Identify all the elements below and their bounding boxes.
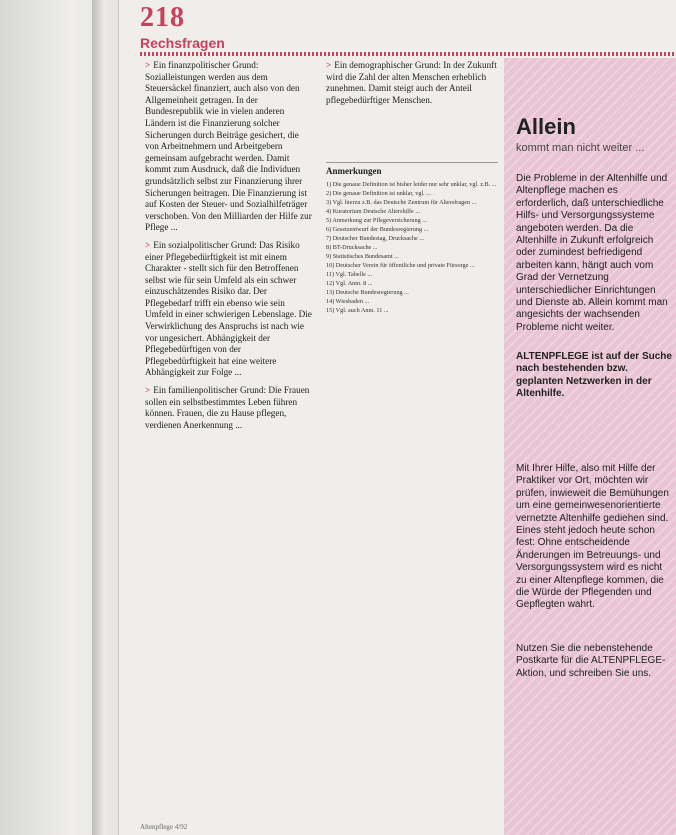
reference-item: 15) Vgl. auch Anm. 11 ... bbox=[326, 306, 389, 314]
section-title: Rechsfragen bbox=[140, 35, 225, 51]
arrow-bullet-icon: > bbox=[326, 60, 332, 70]
paragraph: > Ein sozialpolitischer Grund: Das Risiko einer Pflegebedürftigkeit ist mit einem Charakter - stellt sich für den Betroffenen selbst wie für sein Umfeld als ein schwer einzuschätzendes Risiko dar. Der Pflegebedarf trifft ein ebenso wie sein Umfeld in einer schwierigen Lebenslage. Die Verwirklichung des Anspruchs ist nach wie vor ungesichert. Abhängigkeit der Pflegebedürftigen von der Pflegebedürftigkeit hat eine weitere Abhängigkeit zur Folge ... bbox=[145, 239, 312, 378]
reference-item: 14) Wiesbaden ... bbox=[326, 297, 370, 305]
reference-item: 2) Die genaue Definition ist unklar, vgl. ... bbox=[326, 189, 431, 197]
arrow-bullet-icon: > bbox=[145, 385, 151, 396]
page-number: 218 bbox=[140, 2, 185, 33]
reference-item: 13) Deutsche Bundesregierung ... bbox=[326, 288, 409, 296]
arrow-bullet-icon: > bbox=[145, 239, 151, 250]
column-right bbox=[326, 60, 498, 316]
reference-item: 12) Vgl. Anm. 8 ... bbox=[326, 279, 373, 287]
reference-item: 8) BT-Drucksache ... bbox=[326, 243, 378, 251]
sidebar-box bbox=[504, 58, 676, 835]
paragraph: > Ein finanzpolitischer Grund: Sozialleistungen werden aus dem Steuersäckel finanziert, auch also von den Allgemeinheit getragen. In der Bundesrepublik wie in vielen anderen Ländern ist die Finanzierung solcher Sicherungen durch Beiträge gesichert, die von Arbeitnehmern und Arbeitgebern gemeinsam aufgebracht werden. Damit kommt zum Ausdruck, daß die Individuen grundsätzlich selbst zur Finanzierung ihrer Sicherungen beitragen. Die Finanzierung ist auf Kosten der Steuer- und Sozialhilfeträger verschoben. Von den Milliarden der Hilfe zur Pflege ... bbox=[145, 60, 312, 233]
paragraph: > Ein demographischer Grund: In der Zukunft wird die Zahl der alten Menschen erheblich zunehmen. Damit steigt auch der Anteil pflegebedürftiger Menschen. bbox=[326, 60, 497, 105]
sidebar-paragraph: Die Probleme in der Altenhilfe und Altenpflege machen es erforderlich, daß unterschiedliche Hilfs- und Versorgungssysteme angeboten werden. Da die Altenhilfe in Zukunft erfolgreich oder zumindest befriedigend arbeiten kann, hängt auch vom Grad der Vernetzung unterschiedlicher Einrichtungen und Dienste ab. Allein kommt man angesichts der wachsenden Probleme nicht weiter. bbox=[516, 173, 668, 333]
paragraph: > Ein familienpolitischer Grund: Die Frauen sollen ein selbstbestimmtes Leben führen können. Frauen, die zu Hause pflegen, verdienen Anerkennung ... bbox=[145, 385, 310, 430]
reference-item: 10) Deutscher Verein für öffentliche und private Fürsorge ... bbox=[326, 261, 475, 269]
page-edge bbox=[92, 0, 106, 835]
references-heading: Anmerkungen bbox=[326, 162, 498, 178]
reference-item: 3) Vgl. hierzu z.B. das Deutsche Zentrum für Altersfragen ... bbox=[326, 198, 477, 206]
reference-item: 7) Deutscher Bundestag, Drucksache ... bbox=[326, 234, 424, 242]
sidebar-paragraph: Mit Ihrer Hilfe, also mit Hilfe der Praktiker vor Ort, möchten wir prüfen, inwieweit die Bemühungen um eine gemeinwesenorientierte vernetzte Altenhilfe gediehen sind. Eines steht jedoch heute schon fest: Ohne entscheidende Änderungen im Betreuungs- und Versorgungssystem wird es nicht zu einer Altenpflege kommen, die die Würde der Pflegenden und Gepflegten wahrt. bbox=[516, 463, 669, 611]
sidebar-callout: ALTENPFLEGE ist auf der Suche nach bestehenden bzw. geplanten Netzwerken in der Altenhilfe. bbox=[516, 351, 672, 400]
sidebar-title: Allein bbox=[516, 114, 576, 139]
column-left bbox=[145, 60, 313, 437]
reference-item: 6) Gesetzentwurf der Bundesregierung ... bbox=[326, 225, 429, 233]
reference-item: 11) Vgl. Tabelle ... bbox=[326, 270, 373, 278]
reference-item: 1) Die genaue Definition ist bisher leider nur sehr unklar, vgl. z.B. ... bbox=[326, 180, 497, 188]
header-rule bbox=[140, 52, 676, 56]
sidebar-subtitle: kommt man nicht weiter ... bbox=[516, 142, 645, 154]
sidebar-paragraph: Nutzen Sie die nebenstehende Postkarte für die ALTENPFLEGE-Aktion, und schreiben Sie uns. bbox=[516, 643, 666, 679]
arrow-bullet-icon: > bbox=[145, 60, 151, 70]
reference-item: 9) Statistisches Bundesamt ... bbox=[326, 252, 399, 260]
page-footer: Altenpflege 4/92 bbox=[140, 823, 188, 831]
reference-item: 4) Kuratorium Deutsche Altershilfe ... bbox=[326, 207, 420, 215]
reference-item: 5) Anmerkung zur Pflegeversicherung ... bbox=[326, 216, 427, 224]
